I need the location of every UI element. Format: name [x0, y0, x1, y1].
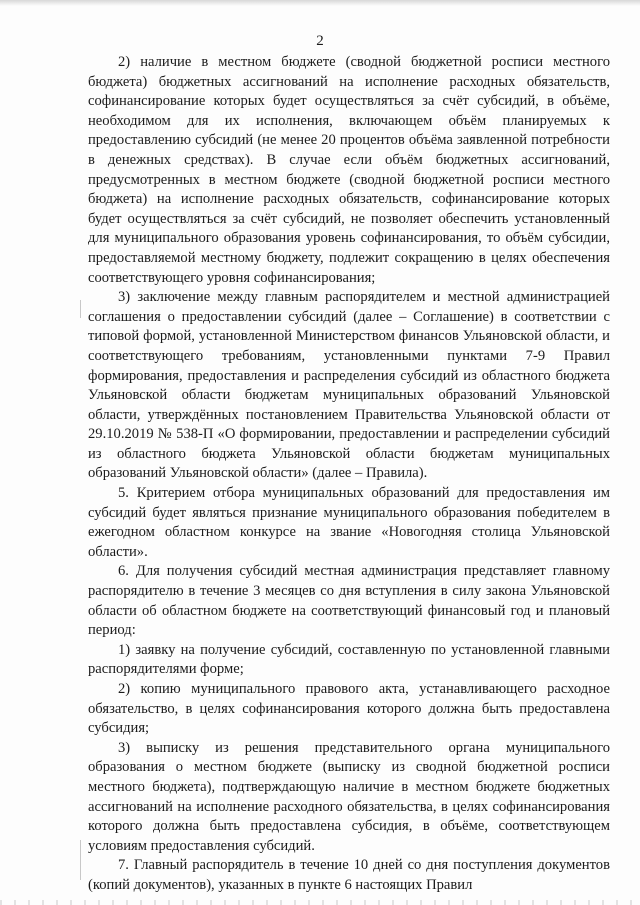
scan-artifact: [80, 300, 81, 318]
paragraph-legal-act-copy: 2) копию муниципального правового акта, устанавливающего расходное обязательство, в целях софинансирования которого должна быть предоставлена субсидия;: [88, 681, 610, 737]
scan-artifact: [80, 840, 81, 880]
paragraph-application: 1) заявку на получение субсидий, составленную по установленной главными распорядителями форме;: [88, 641, 610, 678]
scan-artifact-bottom: [0, 900, 640, 905]
paragraph-budget-extract: 3) выписку из решения представительного органа муниципального образования о местном бюджете (выписку из сводной бюджетной росписи местного бюджета), подтверждающую наличие в местном бюджете бюджетных ассигнований на исполнение расходного обязательства, в целях софинансирования которого должна быть предоставлена субсидия, в объёме, соответствующем условиям предоставления субсидий.: [88, 739, 610, 854]
paragraph-selection-criterion: 5. Критерием отбора муниципальных образований для предоставления им субсидий будет являться признание муниципального образования победителем в ежегодном областном конкурсе на звание «Новогодняя столица Ульяновской области».: [88, 485, 610, 560]
paragraph-agreement: 3) заключение между главным распорядителем и местной администрацией соглашения о предоставлении субсидий (далее – Соглашение) в соответствии с типовой формой, установленной Министерством финансов Ульяновской области, и соответствующего требованиям, установленными пунктами 7-9 Правил формирования, предоставления и распределения субсидий из областного бюджета Ульяновской области бюджетам муниципальных образований Ульяновской области, утверждённых постановлением Правительства Ульяновской области от 29.10.2019 № 538-П «О формировании, предоставлении и распределении субсидий из областного бюджета Ульяновской области бюджетам муниципальных образований Ульяновской области» (далее – Правила).: [88, 289, 610, 482]
scan-shadow: [0, 0, 640, 6]
paragraph-review-period: 7. Главный распорядитель в течение 10 дней со дня поступления документов (копий документов), указанных в пункте 6 настоящих Правил: [88, 857, 610, 893]
paragraph-budget-availability: 2) наличие в местном бюджете (сводной бюджетной росписи местного бюджета) бюджетных ассигнований на исполнение расходных обязательств, софинансирование которых будет осуществляться за счёт субсидий, в объёме, необходимом для их исполнения, включающем объём планируемых к предоставлению субсидий (не менее 20 процентов объёма заявленной потребности в денежных средствах). В случае если объём бюджетных ассигнований, предусмотренных в местном бюджете (сводной бюджетной росписи местного бюджета) на исполнение расходных обязательств, софинансирование которых будет осуществляться за счёт субсидий, не позволяет обеспечить установленный для муниципального образования уровень софинансирования, то объём субсидии, предоставляемой местному бюджету, подлежит сокращению в целях обеспечения соответствующего уровня софинансирования;: [88, 54, 610, 286]
page-number: 2: [316, 33, 324, 49]
document-body: [88, 53, 610, 896]
paragraph-documents-required: 6. Для получения субсидий местная администрация представляет главному распорядителю в течение 3 месяцев со дня вступления в силу закона Ульяновской области об областном бюджете на соответствующий финансовый год и плановый период:: [88, 563, 610, 639]
